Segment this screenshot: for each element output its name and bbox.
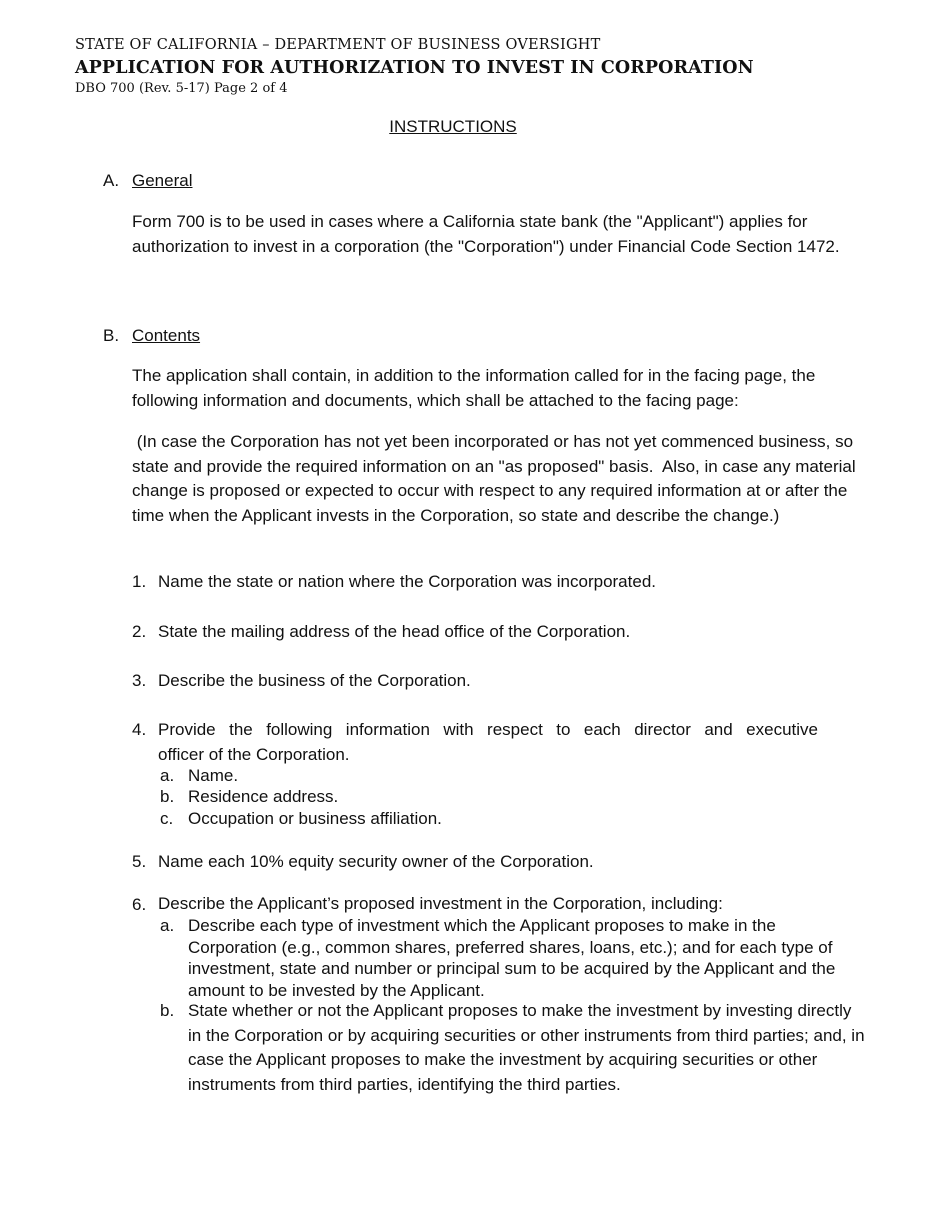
section-a-text: Form 700 is to be used in cases where a California state bank (the "Applicant") applies for authorization to invest in a corporation (the "Corporation") under Financial Code Section 1472. xyxy=(132,212,840,256)
item-5-text: Name each 10% equity security owner of the Corporation. xyxy=(158,852,594,871)
item-4-text-line2: officer of the Corporation. xyxy=(158,745,350,764)
item-4a-text: Name. xyxy=(188,766,239,785)
item-3-text: Describe the business of the Corporation. xyxy=(158,671,471,690)
section-b-letter: B. xyxy=(103,326,120,345)
item-6-text: Describe the Applicant’s proposed investment in the Corporation, including: xyxy=(158,894,723,913)
item-6-number: 6. xyxy=(132,895,147,914)
item-4b-letter: b. xyxy=(160,787,175,806)
item-6a-text: Describe each type of investment which the Applicant proposes to make in the Corporation (e.g., common shares, preferred shares, loans, etc.); and for each type of investment, state and number or principal sum to be acquired by the Applicant and the amount to be invested by the Applicant. xyxy=(188,916,836,1000)
header-agency: STATE OF CALIFORNIA – DEPARTMENT OF BUSINESS OVERSIGHT xyxy=(75,37,601,53)
item-3-number: 3. xyxy=(132,671,147,690)
item-4c-text: Occupation or business affiliation. xyxy=(188,809,442,828)
item-4-text-line1: Provide the following information with respect to each director and executive xyxy=(158,720,818,739)
item-4c-letter: c. xyxy=(160,809,174,828)
item-1-text: Name the state or nation where the Corporation was incorporated. xyxy=(158,572,656,591)
item-6a-letter: a. xyxy=(160,916,175,935)
instructions-title: INSTRUCTIONS xyxy=(389,117,517,136)
item-6b-letter: b. xyxy=(160,1001,175,1020)
section-a-heading: General xyxy=(132,171,193,190)
item-6b-text: State whether or not the Applicant proposes to make the investment by investing directly in the Corporation or by acquiring securities or other instruments from third parties; and, in case the Applicant proposes to make the investment by acquiring securities or other instruments from third parties, identifying the third parties. xyxy=(188,1001,865,1094)
item-4a-letter: a. xyxy=(160,766,175,785)
header-form-number: DBO 700 (Rev. 5-17) Page 2 of 4 xyxy=(75,81,288,96)
item-2-text: State the mailing address of the head office of the Corporation. xyxy=(158,622,631,641)
item-1-number: 1. xyxy=(132,572,147,591)
section-b-intro: The application shall contain, in addition to the information called for in the facing page, the following information and documents, which shall be attached to the facing page: xyxy=(132,366,816,410)
item-5-number: 5. xyxy=(132,852,147,871)
item-4b-text: Residence address. xyxy=(188,787,339,806)
header-form-title: APPLICATION FOR AUTHORIZATION TO INVEST IN CORPORATION xyxy=(75,58,754,78)
item-2-number: 2. xyxy=(132,622,147,641)
item-4-number: 4. xyxy=(132,720,147,739)
section-b-note: (In case the Corporation has not yet been incorporated or has not yet commenced business, so state and provide the required information on an "as proposed" basis. Also, in case any material change is proposed or expected to occur with respect to any required information at or after the time when the Applicant invests in the Corporation, so state and describe the change.) xyxy=(132,432,861,525)
section-a-letter: A. xyxy=(103,171,120,190)
section-b-heading: Contents xyxy=(132,326,201,345)
